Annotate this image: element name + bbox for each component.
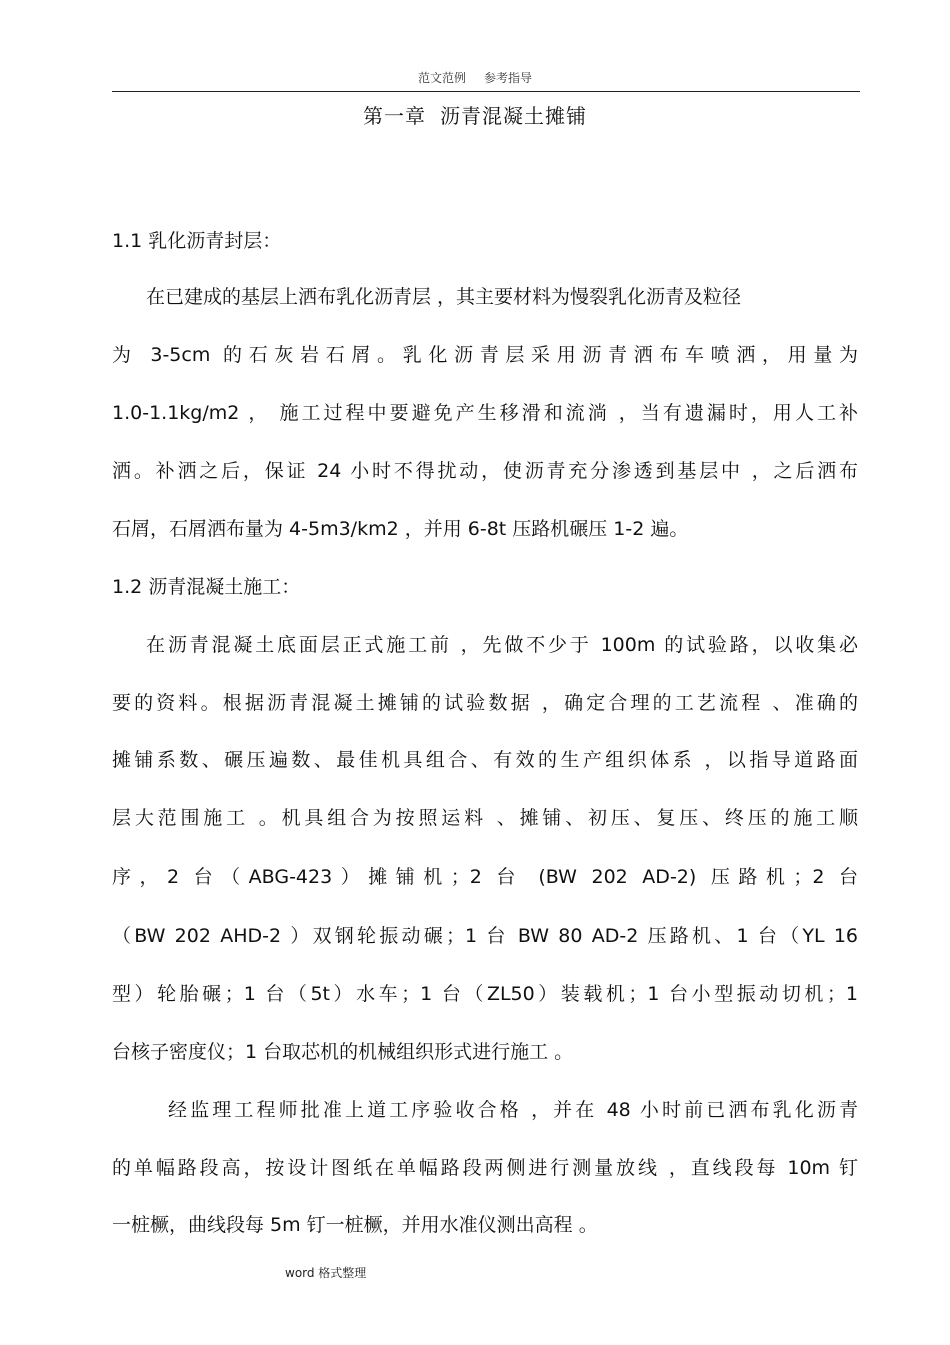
paragraph-line: 摊铺系数、碾压遍数、最佳机具组合、有效的生产组织体系 ，以指导道路面: [112, 749, 858, 771]
header-rule: [112, 91, 860, 92]
header-right-text: 参考指导: [484, 71, 533, 85]
paragraph-line: 在沥青混凝土底面层正式施工前 ，先做不少于 100m 的试验路，以收集必: [146, 634, 858, 656]
section-heading-1-2: 1.2 沥青混凝土施工：: [112, 576, 301, 598]
paragraph-line: 型）轮胎碾；1 台（5t）水车；1 台（ZL50）装载机；1 台小型振动切机；1: [112, 983, 858, 1005]
paragraph-line: 序，2 台（ABG-423）摊铺机；2 台 (BW 202 AD-2) 压路机；2 台: [112, 866, 858, 888]
paragraph-line: 为 3-5cm 的石灰岩石屑。乳化沥青层采用沥青洒布车喷洒，用量为: [112, 344, 858, 366]
paragraph-line: 石屑，石屑洒布量为 4-5m3/km2 ，并用 6-8t 压路机碾压 1-2 遍。: [112, 518, 689, 540]
chapter-name: 沥青混凝土摊铺: [440, 104, 587, 128]
page-header: [0, 69, 950, 86]
section-heading-1-1: 1.1 乳化沥青封层：: [112, 230, 282, 252]
paragraph-line: （BW 202 AHD-2 ）双钢轮振动碾；1 台 BW 80 AD-2 压路机、1 台（YL 16: [112, 925, 858, 947]
paragraph-line: 层大范围施工 。机具组合为按照运料 、摊铺、初压、复压、终压的施工顺: [112, 807, 858, 829]
chapter-title: [0, 100, 950, 129]
page-footer: word 格式整理: [285, 1266, 367, 1280]
paragraph-line: 在已建成的基层上洒布乳化沥青层 ，其主要材料为慢裂乳化沥青及粒径: [146, 286, 742, 308]
header-left-text: 范文范例: [417, 71, 466, 85]
chapter-number: 第一章: [363, 104, 426, 128]
paragraph-line: 台核子密度仪；1 台取芯机的机械组织形式进行施工 。: [112, 1041, 574, 1063]
paragraph-line: 的单幅路段高，按设计图纸在单幅路段两侧进行测量放线 ，直线段每 10m 钉: [112, 1157, 858, 1179]
paragraph-line: 经监理工程师批准上道工序验收合格 ，并在 48 小时前已洒布乳化沥青: [168, 1099, 858, 1121]
paragraph-line: 一桩橛，曲线段每 5m 钉一桩橛，并用水准仪测出高程 。: [112, 1214, 598, 1236]
paragraph-line: 洒。补洒之后，保证 24 小时不得扰动，使沥青充分渗透到基层中 ，之后洒布: [112, 460, 858, 482]
paragraph-line: 要的资料。根据沥青混凝土摊铺的试验数据 ，确定合理的工艺流程 、准确的: [112, 692, 858, 714]
paragraph-line: 1.0-1.1kg/m2 ， 施工过程中要避免产生移滑和流淌 ，当有遗漏时，用人工补: [112, 402, 858, 424]
